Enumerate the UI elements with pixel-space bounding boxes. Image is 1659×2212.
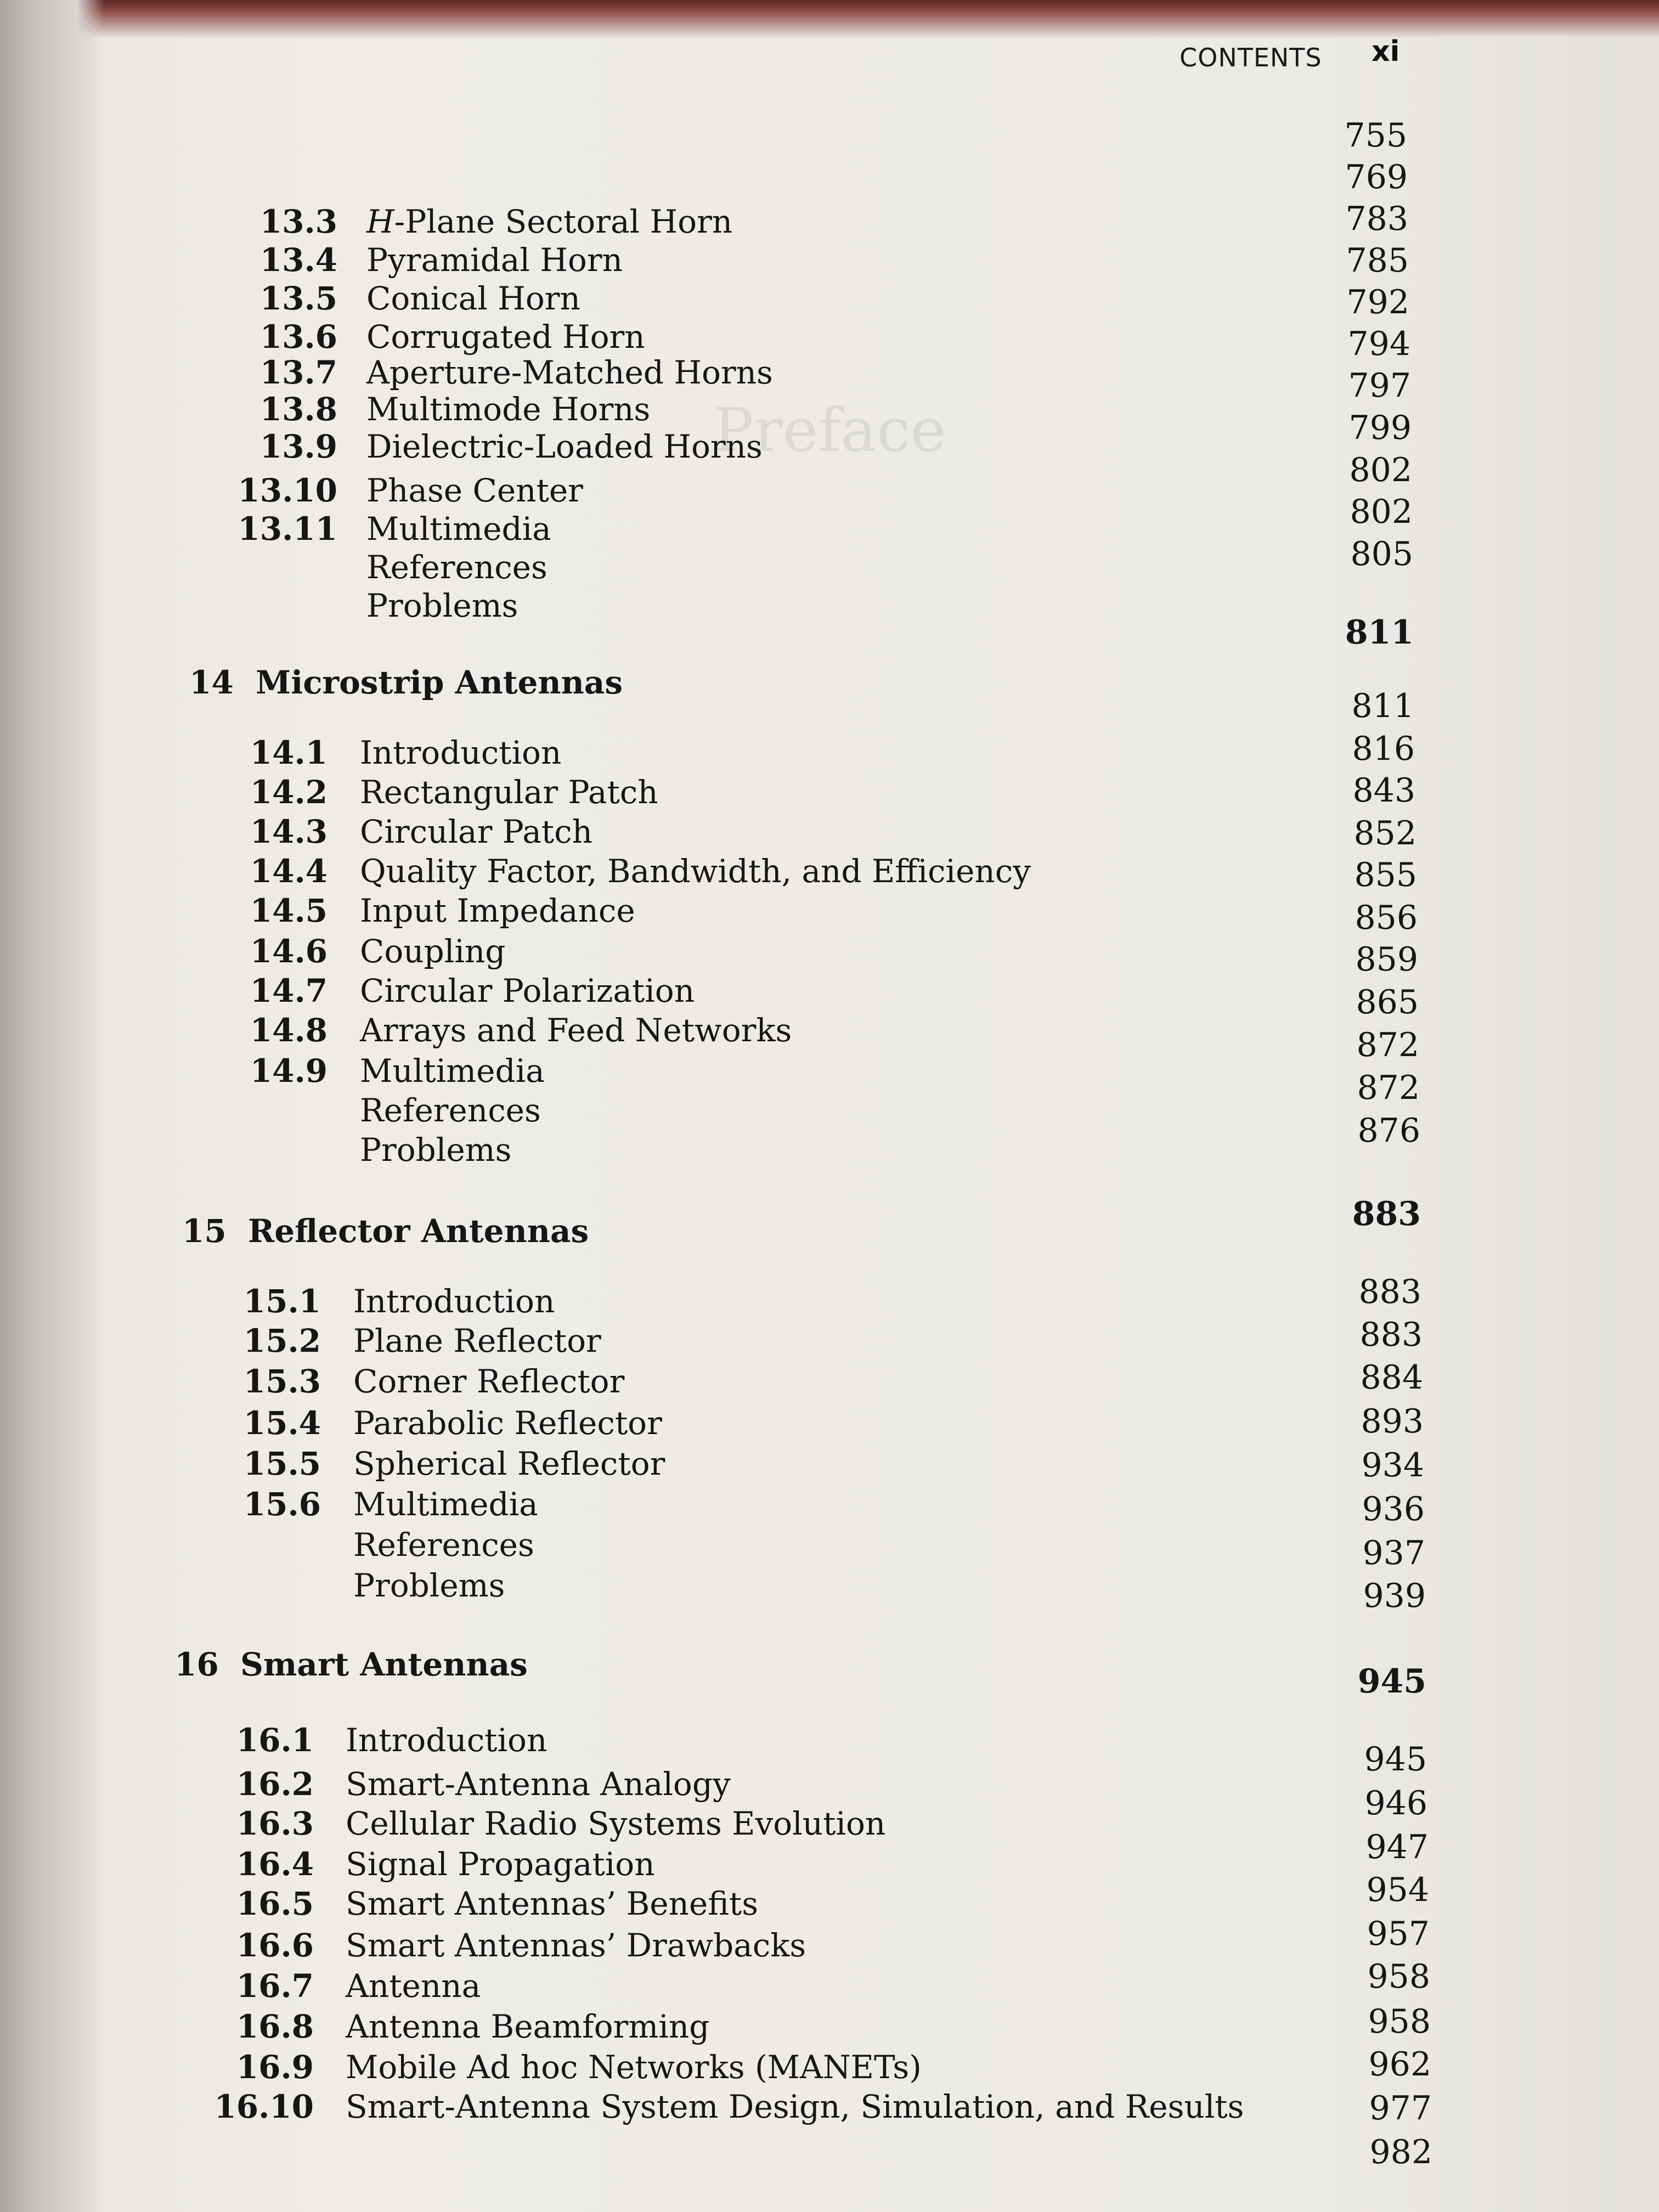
section-title: Conical Horn	[366, 280, 580, 317]
section-title: Multimedia	[366, 510, 551, 548]
toc-page-number: 958	[1367, 1957, 1430, 1996]
toc-page-number: 982	[1369, 2133, 1432, 2171]
toc-page-number: 769	[1345, 158, 1408, 196]
section-number: 16.3	[236, 1805, 314, 1842]
toc-page-number: 958	[1368, 2002, 1431, 2041]
page-number: xi	[1372, 35, 1400, 68]
toc-page-number: 856	[1355, 899, 1418, 937]
section-title: Parabolic Reflector	[353, 1404, 662, 1442]
section-title: Corrugated Horn	[366, 318, 645, 356]
section-number: 16.10	[214, 2088, 314, 2125]
chapter-title: Reflector Antennas	[248, 1212, 589, 1250]
toc-page-number: 785	[1346, 241, 1409, 280]
section-number: 13.3	[259, 203, 337, 240]
toc-page-number: 893	[1361, 1402, 1424, 1441]
section-number: 16.8	[236, 2008, 314, 2045]
section-number: 13.8	[259, 391, 337, 428]
section-title: Circular Polarization	[360, 972, 695, 1009]
toc-page-number: 934	[1361, 1446, 1424, 1485]
section-number: 14.7	[250, 972, 328, 1009]
section-title: Pyramidal Horn	[366, 241, 623, 279]
section-number: 15.6	[243, 1486, 321, 1523]
section-number: 16.2	[236, 1765, 314, 1803]
section-number: 14.3	[250, 813, 328, 850]
section-title: Introduction	[360, 734, 562, 771]
section-title: Introduction	[346, 1722, 548, 1759]
section-title: Spherical Reflector	[353, 1445, 665, 1482]
chapter-number: 16	[174, 1646, 219, 1683]
section-title: Smart Antennas’ Benefits	[346, 1885, 758, 1922]
toc-page-number: 783	[1345, 200, 1408, 238]
toc-section-entry	[0, 203, 1659, 247]
toc-page-number: 799	[1348, 409, 1412, 447]
section-number: 13.10	[238, 472, 337, 509]
section-number: 15.1	[243, 1283, 321, 1320]
section-title: Problems	[360, 1131, 512, 1169]
section-title: Signal Propagation	[346, 1846, 655, 1883]
section-title: Antenna Beamforming	[346, 2008, 710, 2045]
section-title: Problems	[353, 1567, 505, 1604]
toc-page-number: 946	[1364, 1784, 1427, 1822]
toc-page-number: 811	[1351, 687, 1414, 725]
section-number: 15.4	[243, 1404, 321, 1442]
toc-page-number: 957	[1367, 1915, 1430, 1953]
section-number: 16.4	[236, 1846, 314, 1883]
section-title: Problems	[366, 587, 518, 624]
toc-page-number: 884	[1360, 1358, 1423, 1397]
section-number: 16.9	[236, 2049, 314, 2086]
chapter-title: Microstrip Antennas	[256, 664, 623, 701]
section-number: 14.5	[250, 892, 328, 929]
toc-section-entry	[0, 280, 1659, 324]
chapter-number: 15	[182, 1212, 227, 1250]
section-title: Smart-Antenna Analogy	[346, 1765, 731, 1803]
section-number: 14.4	[250, 853, 328, 890]
toc-page-number: 859	[1355, 940, 1418, 979]
section-title: Arrays and Feed Networks	[360, 1012, 792, 1049]
section-number: 14.1	[250, 734, 328, 771]
toc-page-number: 872	[1356, 1026, 1419, 1064]
toc-page-number: 939	[1363, 1577, 1426, 1615]
toc-page-number: 872	[1357, 1069, 1420, 1107]
toc-page-number: 876	[1357, 1111, 1420, 1150]
toc-page-number: 883	[1352, 1195, 1421, 1233]
section-title: Cellular Radio Systems Evolution	[346, 1805, 886, 1842]
toc-page-number: 843	[1352, 771, 1415, 810]
section-title: Rectangular Patch	[360, 774, 658, 811]
section-number: 13.9	[259, 428, 337, 465]
section-number: 13.6	[259, 318, 337, 356]
section-number: 15.3	[243, 1363, 321, 1400]
section-number: 14.9	[250, 1052, 328, 1090]
section-title: References	[360, 1092, 541, 1129]
section-number: 13.4	[259, 241, 337, 279]
toc-page-number: 954	[1366, 1871, 1429, 1909]
running-head: CONTENTS	[1180, 43, 1322, 72]
section-title: Mobile Ad hoc Networks (MANETs)	[346, 2049, 922, 2086]
section-number: 16.5	[236, 1885, 314, 1922]
section-number: 16.6	[236, 1927, 314, 1964]
toc-page-number: 977	[1369, 2089, 1432, 2128]
toc-page-number: 792	[1346, 283, 1409, 321]
section-title: Quality Factor, Bandwidth, and Efficiency	[360, 853, 1031, 890]
section-title: Plane Reflector	[353, 1322, 601, 1359]
section-number: 13.11	[238, 510, 337, 548]
section-number: 15.5	[243, 1445, 321, 1482]
section-title: References	[366, 549, 548, 586]
section-title: Dielectric-Loaded Horns	[366, 428, 763, 465]
toc-page-number: 794	[1347, 325, 1410, 363]
section-number: 13.5	[259, 280, 337, 317]
toc-page-number: 855	[1354, 856, 1417, 894]
toc-page-number: 811	[1345, 613, 1414, 652]
toc-page-number: 962	[1368, 2045, 1431, 2084]
section-number: 14.2	[250, 774, 328, 811]
chapter-number: 14	[189, 664, 234, 701]
toc-page-number: 883	[1359, 1316, 1423, 1354]
section-title: Multimode Horns	[366, 391, 651, 428]
toc-page-number: 852	[1353, 814, 1417, 853]
toc-page-number: 883	[1358, 1273, 1421, 1311]
toc-page-number: 947	[1365, 1828, 1429, 1866]
section-title: Aperture-Matched Horns	[366, 354, 773, 391]
section-title: References	[353, 1526, 534, 1564]
toc-page-number: 937	[1362, 1534, 1425, 1572]
toc-page-number: 797	[1348, 366, 1411, 405]
section-number: 16.7	[236, 1967, 314, 2005]
toc-section-entry	[0, 241, 1659, 285]
section-title: Antenna	[346, 1967, 481, 2005]
section-title: Phase Center	[366, 472, 583, 509]
toc-page-number: 816	[1352, 730, 1415, 768]
chapter-title: Smart Antennas	[240, 1646, 528, 1683]
section-title: Multimedia	[353, 1486, 538, 1523]
toc-page-number: 945	[1364, 1740, 1427, 1779]
section-title: H-Plane Sectoral Horn	[366, 203, 733, 240]
toc-page-number: 802	[1349, 451, 1412, 489]
toc-page-number: 802	[1350, 493, 1413, 531]
section-number: 14.8	[250, 1012, 328, 1049]
section-title: Circular Patch	[360, 813, 592, 850]
section-number: 16.1	[236, 1722, 314, 1759]
bleed-through-text: Preface	[713, 395, 946, 465]
section-number: 14.6	[250, 933, 328, 970]
section-title: Input Impedance	[360, 892, 635, 929]
toc-page-number: 936	[1362, 1490, 1425, 1528]
toc-page-number: 865	[1356, 983, 1419, 1022]
section-number: 15.2	[243, 1322, 321, 1359]
section-title: Coupling	[360, 933, 506, 970]
toc-page-number: 805	[1350, 535, 1413, 573]
section-title: Multimedia	[360, 1052, 545, 1090]
section-title: Smart-Antenna System Design, Simulation, and Results	[346, 2088, 1244, 2125]
section-number: 13.7	[259, 354, 337, 391]
section-title: Introduction	[353, 1283, 555, 1320]
section-title: Smart Antennas’ Drawbacks	[346, 1927, 806, 1964]
section-title: Corner Reflector	[353, 1363, 625, 1400]
toc-page-number: 945	[1357, 1662, 1426, 1701]
toc-page-number: 755	[1344, 116, 1407, 155]
